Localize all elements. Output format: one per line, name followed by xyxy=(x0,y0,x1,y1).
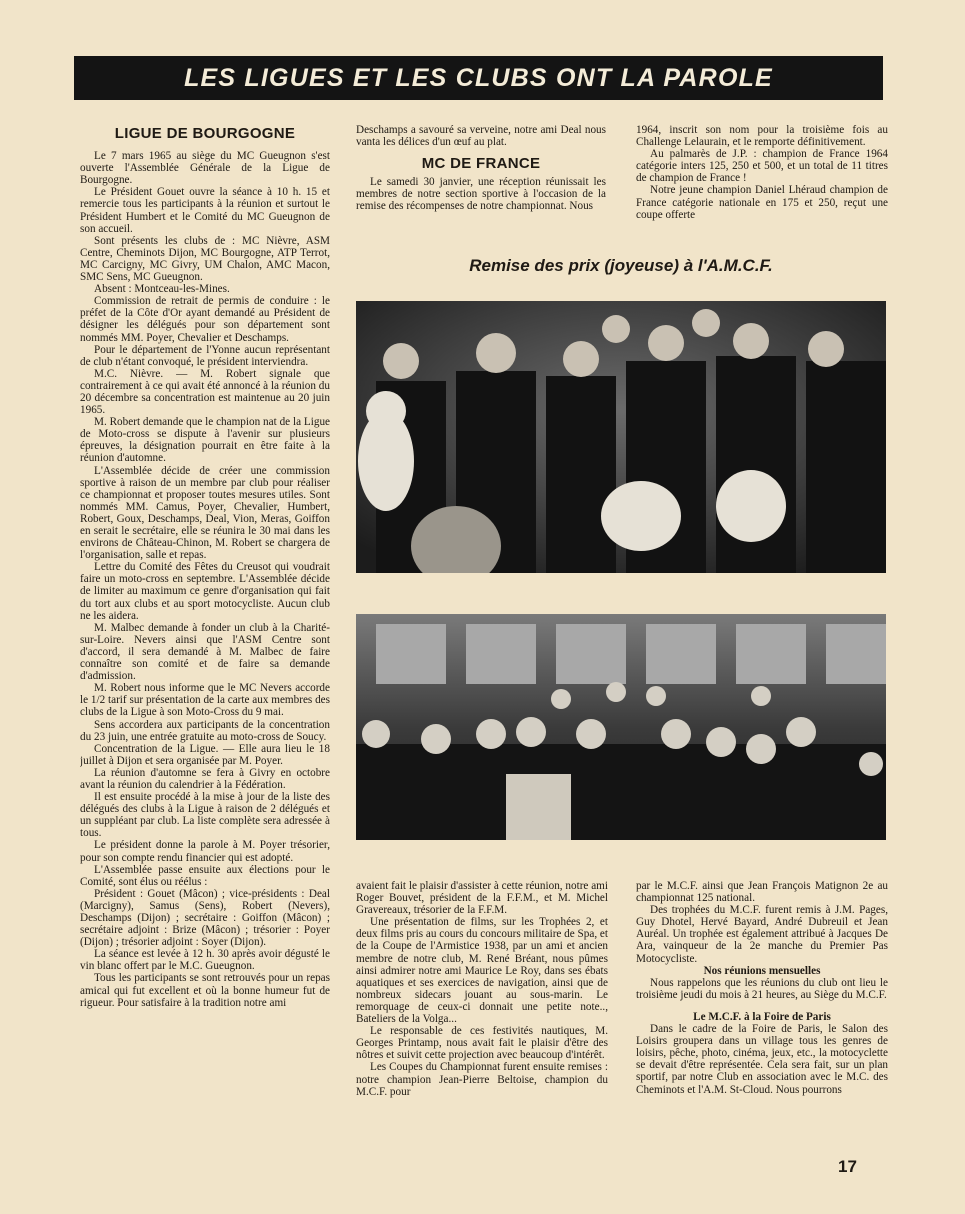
paragraph: La réunion d'automne se fera à Givry en octobre avant la réunion du calendrier à la Fédération. xyxy=(80,766,330,791)
column-3-top xyxy=(636,124,888,250)
paragraph: Deschamps a savouré sa verveine, notre ami Deal nous vanta les délices d'un œuf au plat. xyxy=(356,124,606,149)
paragraph: Les Coupes du Championnat furent ensuite remises : notre champion Jean-Pierre Beltoise, champion du M.C.F. pour xyxy=(356,1061,608,1098)
paragraph: Le Président Gouet ouvre la séance à 10 h. 15 et remercie tous les participants à la réunion et surtout le Président Humbert et le Comité du MC Gueugnon de son accueil. xyxy=(80,186,330,235)
paragraph: 1964, inscrit son nom pour la troisième fois au Challenge Lelaurain, et le remporte définitivement. xyxy=(636,124,888,149)
paragraph: Nous rappelons que les réunions du club ont lieu le troisième jeudi du mois à 21 heures, au Siège du M.C.F. xyxy=(636,976,888,1001)
paragraph: M.C. Nièvre. — M. Robert signale que contrairement à ce qui avait été annoncé à la réunion du 20 décembre sa concentration est maintenue au 20 juin 1965. xyxy=(80,367,330,417)
paragraph: La séance est levée à 12 h. 30 après avoir dégusté le vin blanc offert par le M.C. Gueugnon. xyxy=(80,948,330,973)
paragraph: Le président donne la parole à M. Poyer trésorier, pour son compte rendu financier qui est adopté. xyxy=(80,839,330,864)
paragraph: Lettre du Comité des Fêtes du Creusot qui voudrait faire un moto-cross en septembre. L'Assemblée décide de limiter au maximum ce genre d'organisation qui fait du tort aux clubs et au sport motocycliste. Aucun club ne les aidera. xyxy=(80,561,330,622)
section-banner: LES LIGUES ET LES CLUBS ONT LA PAROLE xyxy=(74,56,883,100)
paragraph: Absent : Montceau-les-Mines. xyxy=(94,283,230,296)
paragraph: Dans le cadre de la Foire de Paris, le Salon des Loisirs groupera dans un village tous les genres de loisirs, pêche, photo, cinéma, jeux, etc., la motocyclette se devait d'être représentée. Cela sera fait, sur un plan sportif, par notre Club en association avec le M.C. des Cheminots et l'A.M. St-Cloud. Nous pourrons xyxy=(636,1023,888,1096)
column-mc-france-top xyxy=(356,124,606,250)
page-number: 17 xyxy=(838,1157,857,1176)
photo-caption: Remise des prix (joyeuse) à l'A.M.C.F. xyxy=(469,256,773,275)
col3-bottom-body-2 xyxy=(636,977,888,1001)
photo-prize-ceremony-2 xyxy=(356,614,886,840)
paragraph: Commission de retrait de permis de conduire : le préfet de la Côte d'Or ayant demandé au Président de désigner les délégués pour son département sont nommés MM. Poyer, Chevalier et Deschamps. xyxy=(80,295,330,344)
paragraph: M. Robert demande que le champion nat de la Ligue de Moto-cross se dispute à l'avenir sur plusieurs épreuves, la désignation pourrait en être faite à la réunion d'automne. xyxy=(80,416,330,465)
column-mc-france-bottom xyxy=(356,880,608,1138)
col2-bottom-body xyxy=(356,880,608,1098)
column-3-bottom xyxy=(636,880,888,1138)
paragraph: Sont présents les clubs de : MC Nièvre, ASM Centre, Cheminots Dijon, MC Bourgogne, ATP Terrot, MC Carcigny, MC Givry, UM Chalon, AMC Macon, SMC Sens, MC Gueugnon. xyxy=(80,234,330,284)
col2-top-body-2 xyxy=(356,176,606,212)
paragraph: Des trophées du M.C.F. furent remis à J.M. Pages, Guy Dhotel, Hervé Bayard, André Dubreuil et Jean Auréal. Un trophée est également attribué à Jacques De Ara, vainqueur de la 2e manche du Premier Pas Motocycliste. xyxy=(636,904,888,965)
paragraph: M. Malbec demande à fonder un club à la Charité-sur-Loire. Nevers ainsi que l'ASM Centre sont d'accord, il sera demandé à M. Malbec de faire connaître son comité et de faire sa demande d'admission. xyxy=(80,621,330,683)
paragraph: Sens accordera aux participants de la concentration du 23 juin, une entrée gratuite au moto-cross de Soucy. xyxy=(80,718,330,743)
paragraph: Pour le département de l'Yonne aucun représentant de club n'étant convoqué, le président interviendra. xyxy=(80,343,330,368)
paragraph: par le M.C.F. ainsi que Jean François Matignon 2e au championnat 125 national. xyxy=(636,880,888,905)
col3-bottom-body xyxy=(636,880,888,965)
col1-body xyxy=(80,150,330,1009)
col3-top-body xyxy=(636,124,888,221)
heading-mc-de-france: MC DE FRANCE xyxy=(421,155,541,173)
paragraph: Une présentation de films, sur les Trophées 2, et deux films pris au cours du concours militaire de Spa, et de la Coupe de l'Armistice 1938, par un ami et ancien membre de notre club, M. René Bréant, nous pûmes ainsi admirer notre ami Maurice Le Roy, dans ses ébats aquatiques et ses exercices de navigation, ainsi que de nombreux sidecars jouant au sous-marin. Le remorquage de ceux-ci donnait une petite note.., Bateliers de la Volga... xyxy=(356,916,608,1026)
paragraph: Le responsable de ces festivités nautiques, M. Georges Printamp, nous avait fait le plaisir d'être des nôtres et suivit cette projection avec beaucoup d'intérêt. xyxy=(356,1025,608,1062)
subhead-foire-de-paris: Le M.C.F. à la Foire de Paris xyxy=(693,1010,831,1023)
paragraph: Concentration de la Ligue. — Elle aura lieu le 18 juillet à Dijon et sera organisée par M. Poyer. xyxy=(80,742,330,767)
heading-ligue-bourgogne: LIGUE DE BOURGOGNE xyxy=(114,128,296,142)
col3-bottom-body-3 xyxy=(636,1023,888,1096)
paragraph: Tous les participants se sont retrouvés pour un repas amical qui fut excellent et où la bonne humeur fut de rigueur. Pour satisfaire à la tradition notre ami xyxy=(80,972,330,1009)
col2-top-body xyxy=(356,124,606,148)
paragraph: avaient fait le plaisir d'assister à cette réunion, notre ami Roger Bouvet, président de la F.F.M., et M. Michel Gravereaux, trésorier de la F.F.M. xyxy=(356,880,608,917)
paragraph: Il est ensuite procédé à la mise à jour de la liste des délégués des clubs à la Ligue à raison de 2 délégués et un suppléant par club. La liste complète sera adressée à tous. xyxy=(80,791,330,840)
paragraph: Président : Gouet (Mâcon) ; vice-présidents : Deal (Marcigny), Samus (Sens), Robert (Nevers), Deschamps (Dijon) ; secrétaire : Goiffon (Mâcon) ; secrétaire adjoint : Brize (Mâcon) ; trésorier : Poyer (Dijon) ; trésorier adjoint : Soyer (Dijon). xyxy=(80,887,330,949)
paragraph: L'Assemblée décide de créer une commission sportive à raison de un membre par club pour réaliser ce championnat et proposer toutes mesures utiles. Sont nommés MM. Camus, Poyer, Chevalier, Humbert, Robert, Goux, Deschamps, Deal, Vion, Meras, Goiffon en serait le secrétaire, elle se réunira le 30 mai dans les environs de Château-Chinon, M. Robert se chargera de l'organisation, salle et repas. xyxy=(80,464,330,562)
paragraph: M. Robert nous informe que le MC Nevers accorde le 1/2 tarif sur présentation de la carte aux membres des clubs de la Ligue à son Moto-Cross du 9 mai. xyxy=(80,682,330,719)
paragraph: Le 7 mars 1965 au siège du MC Gueugnon s'est ouverte l'Assemblée Générale de la Ligue de Bourgogne. xyxy=(80,150,330,187)
photo-prize-ceremony-1 xyxy=(356,301,886,573)
column-ligue-bourgogne xyxy=(80,128,330,1138)
subhead-reunions-mensuelles: Nos réunions mensuelles xyxy=(703,964,821,977)
paragraph: Au palmarès de J.P. : champion de France 1964 catégorie inters 125, 250 et 500, et un total de 11 titres de champion de France ! xyxy=(636,148,888,185)
paragraph: Notre jeune champion Daniel Lhéraud champion de France catégorie nationale en 175 et 250, reçut une coupe offerte xyxy=(636,184,888,221)
paragraph: L'Assemblée passe ensuite aux élections pour le Comité, sont élus ou réélus : xyxy=(80,863,330,888)
paragraph: Le samedi 30 janvier, une réception réunissait les membres de notre section sportive à l'occasion de la remise des récompenses de notre championnat. Nous xyxy=(356,176,606,213)
